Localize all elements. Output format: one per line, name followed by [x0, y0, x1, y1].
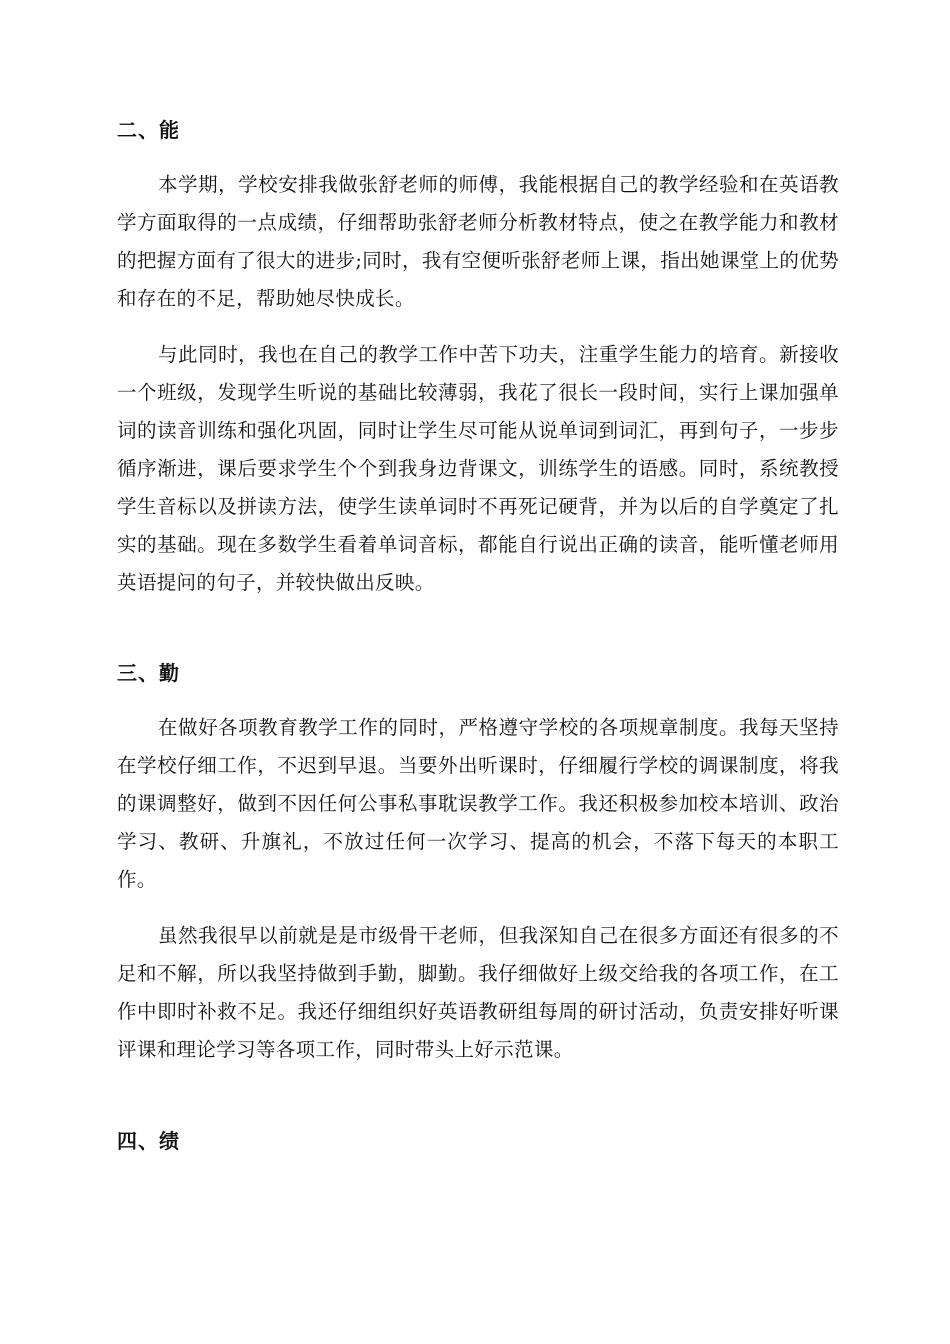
- section-heading-qin: 三、勤: [117, 661, 180, 685]
- paragraph-mentoring: 本学期，学校安排我做张舒老师的师傅，我能根据自己的教学经验和在英语教学方面取得的一点成绩，仔细帮助张舒老师分析教材特点，使之在教学能力和教材的把握方面有了很大的进步;同时，我有空便听张舒老师上课，指出她课堂上的优势和存在的不足，帮助她尽快成长。: [117, 173, 839, 310]
- section-heading-neng: 二、能: [117, 118, 180, 142]
- paragraph-discipline: 在做好各项教育教学工作的同时，严格遵守学校的各项规章制度。我每天坚持在学校仔细工作，不迟到早退。当要外出听课时，仔细履行学校的调课制度，将我的课调整好，做到不因任何公事私事耽误教学工作。我还积极参加校本培训、政治学习、教研、升旗礼，不放过任何一次学习、提高的机会，不落下每天的本职工作。: [117, 716, 839, 891]
- paragraph-diligence: 虽然我很早以前就是是市级骨干老师，但我深知自己在很多方面还有很多的不足和不解，所以我坚持做到手勤，脚勤。我仔细做好上级交给我的各项工作，在工作中即时补救不足。我还仔细组织好英语教研组每周的研讨活动，负责安排好听课评课和理论学习等各项工作，同时带头上好示范课。: [117, 924, 839, 1061]
- paragraph-teaching-effort: 与此同时，我也在自己的教学工作中苦下功夫，注重学生能力的培育。新接收一个班级，发现学生听说的基础比较薄弱，我花了很长一段时间，实行上课加强单词的读音训练和强化巩固，同时让学生尽可能从说单词到词汇，再到句子，一步步循序渐进，课后要求学生个个到我身边背课文，训练学生的语感。同时，系统教授学生音标以及拼读方法，使学生读单词时不再死记硬背，并为以后的自学奠定了扎实的基础。现在多数学生看着单词音标，都能自行说出正确的读音，能听懂老师用英语提问的句子，并较快做出反映。: [117, 343, 839, 594]
- section-heading-ji: 四、绩: [117, 1129, 180, 1153]
